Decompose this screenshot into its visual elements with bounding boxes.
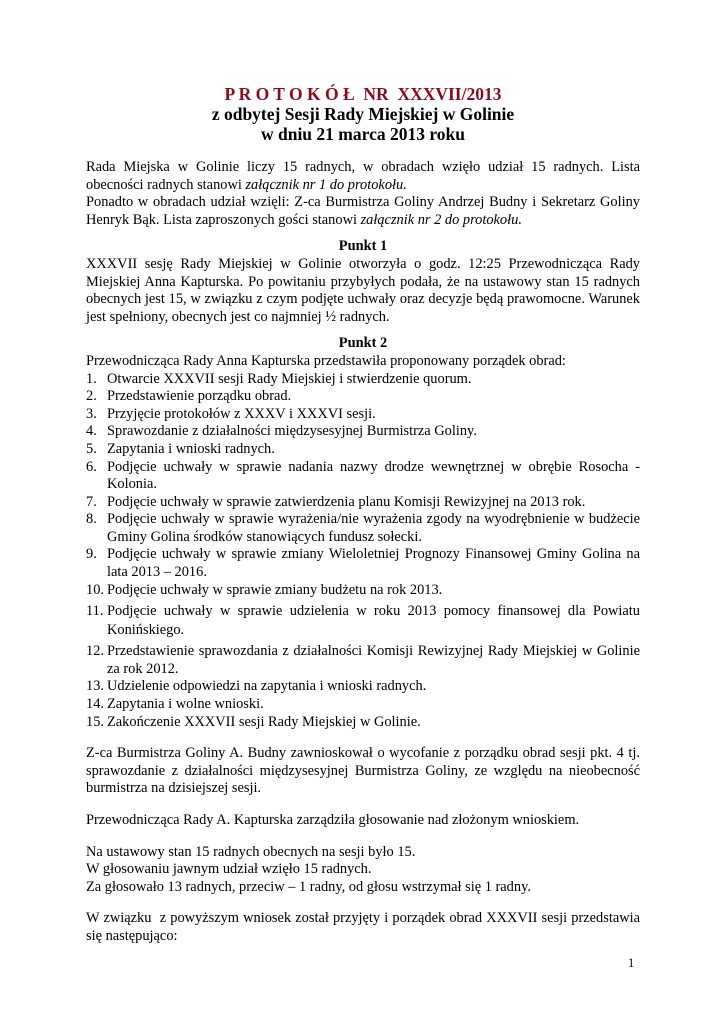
spacer	[86, 896, 640, 910]
conclusion-paragraph: W związku z powyższym wniosek został przyjęty i porządek obrad XXXVII sesji przedstawia się następująco:	[86, 910, 644, 944]
agenda-item	[86, 494, 640, 512]
agenda-item	[86, 441, 640, 459]
agenda-item-number: 15.	[86, 713, 104, 730]
agenda-item	[86, 423, 640, 441]
agenda-item-text: Zakończenie XXXVII sesji Rady Miejskiej w Golinie.	[107, 713, 421, 730]
vote-order: Przewodnicząca Rady A. Kapturska zarządziła głosowanie nad złożonym wnioskiem.	[86, 812, 580, 828]
agenda-item-number: 10.	[86, 581, 104, 598]
protocol-title: P R O T O K Ó Ł NR XXXVII/2013	[224, 84, 502, 104]
attachment-1-reference: załącznik nr 1 do protokołu.	[245, 176, 407, 193]
spacer	[86, 731, 640, 745]
agenda-item-number: 8.	[86, 511, 97, 528]
agenda-item-number: 2.	[86, 388, 97, 405]
agenda-list	[86, 371, 640, 732]
agenda-item	[86, 602, 640, 640]
agenda-item-number: 5.	[86, 440, 97, 457]
agenda-item	[86, 511, 640, 546]
agenda-item-text: Sprawozdanie z działalności międzysesyjnej Burmistrza Goliny.	[107, 423, 477, 440]
session-date: w dniu 21 marca 2013 roku	[260, 124, 466, 144]
agenda-item	[86, 459, 640, 494]
attendance-paragraph	[86, 159, 640, 194]
agenda-item-number: 3.	[86, 405, 97, 422]
punkt-1-text: XXXVII sesję Rady Miejskiej w Golinie otworzyła o godz. 12:25 Przewodnicząca Rady Miejskiej Anna Kapturska. Po powitaniu przybyłych podała, że na ustawowy stan 15 radnych obecnych jest 15, w związku z czym podjęte uchwały oraz decyzje będą prawomocne. Warunek jest spełniony, obecnych jest co najmniej ½ radnych.	[86, 255, 640, 325]
agenda-item-number: 7.	[86, 493, 97, 510]
agenda-item	[86, 406, 640, 424]
agenda-item-number: 9.	[86, 546, 97, 563]
guests-text: Ponadto w obradach udział wzięli: Z-ca Burmistrza Goliny Andrzej Budny i Sekretarz Goliny Henryk Bąk. Lista zaproszonych gości stanowi	[86, 194, 640, 228]
agenda-item-text: Podjęcie uchwały w sprawie zmiany budżetu na rok 2013.	[107, 581, 443, 598]
agenda-item-text: Podjęcie uchwały w sprawie zatwierdzenia planu Komisji Rewizyjnej na 2013 rok.	[107, 493, 586, 510]
agenda-item-number: 14.	[86, 696, 104, 713]
attendance-text: Rada Miejska w Golinie liczy 15 radnych, w obradach wzięło udział 15 radnych. Lista obecności radnych stanowi	[86, 159, 640, 193]
agenda-item-text: Przyjęcie protokołów z XXXV i XXXVI sesji.	[107, 405, 376, 422]
spacer	[86, 830, 640, 844]
agenda-item-text: Przedstawienie sprawozdania z działalności Komisji Rewizyjnej Rady Miejskiej w Golinie za rok 2012.	[107, 643, 640, 677]
session-subtitle: z odbytej Sesji Rady Miejskiej w Golinie	[211, 104, 515, 124]
agenda-item	[86, 696, 640, 714]
agenda-item-number: 1.	[86, 370, 97, 387]
agenda-item-number: 4.	[86, 423, 97, 440]
agenda-item-text: Przedstawienie porządku obrad.	[107, 388, 292, 405]
vote-participation: W głosowaniu jawnym udział wzięło 15 radnych.	[86, 861, 372, 878]
agenda-item-text: Otwarcie XXXVII sesji Rady Miejskiej i stwierdzenie quorum.	[107, 370, 472, 387]
guests-paragraph	[86, 194, 640, 229]
document-content	[86, 84, 644, 946]
agenda-item	[86, 678, 640, 696]
agenda-item-text: Zapytania i wnioski radnych.	[107, 440, 275, 457]
agenda-item-number: 6.	[86, 458, 97, 475]
withdrawal-motion: Z-ca Burmistrza Goliny A. Budny zawnioskował o wycofanie z porządku obrad sesji pkt. 4 tj. sprawozdanie z działalności międzysesyjnej Burmistrza Goliny, ze względu na nieobecność burmistrza na dzisiejszej sesji.	[86, 745, 640, 797]
punkt-1-heading: Punkt 1	[338, 238, 388, 255]
agenda-item-number: 13.	[86, 678, 104, 695]
agenda-item-text: Podjęcie uchwały w sprawie udzielenia w roku 2013 pomocy finansowej dla Powiatu Konińskiego.	[107, 603, 640, 639]
agenda-item-text: Podjęcie uchwały w sprawie wyrażenia/nie wyrażenia zgody na wyodrębnienie w budżecie Gminy Golina środków stanowiących fundusz sołecki.	[107, 511, 640, 545]
agenda-item	[86, 371, 640, 389]
agenda-item	[86, 388, 640, 406]
agenda-item-number: 12.	[86, 643, 104, 660]
attachment-2-reference: załącznik nr 2 do protokołu.	[360, 211, 522, 228]
title-block	[86, 84, 640, 144]
spacer	[86, 798, 640, 812]
punkt-2-heading: Punkt 2	[338, 335, 388, 352]
agenda-item	[86, 714, 640, 732]
agenda-item	[86, 582, 640, 600]
agenda-intro: Przewodnicząca Rady Anna Kapturska przedstawiła proponowany porządek obrad:	[86, 352, 566, 369]
agenda-item-text: Zapytania i wolne wnioski.	[107, 696, 264, 713]
agenda-item-text: Udzielenie odpowiedzi na zapytania i wnioski radnych.	[107, 678, 427, 695]
agenda-item-number: 11.	[86, 603, 104, 620]
agenda-item	[86, 546, 640, 581]
vote-attendance: Na ustawowy stan 15 radnych obecnych na sesji było 15.	[86, 843, 416, 860]
page-number: 1	[628, 956, 635, 970]
agenda-item-text: Podjęcie uchwały w sprawie zmiany Wieloletniej Prognozy Finansowej Gminy Golina na lata 2013 – 2016.	[107, 546, 640, 581]
agenda-item	[86, 643, 640, 678]
vote-result: Za głosowało 13 radnych, przeciw – 1 radny, od głosu wstrzymał się 1 radny.	[86, 878, 531, 895]
agenda-item-text: Podjęcie uchwały w sprawie nadania nazwy drodze wewnętrznej w obrębie Rosocha - Kolonia.	[107, 458, 640, 493]
